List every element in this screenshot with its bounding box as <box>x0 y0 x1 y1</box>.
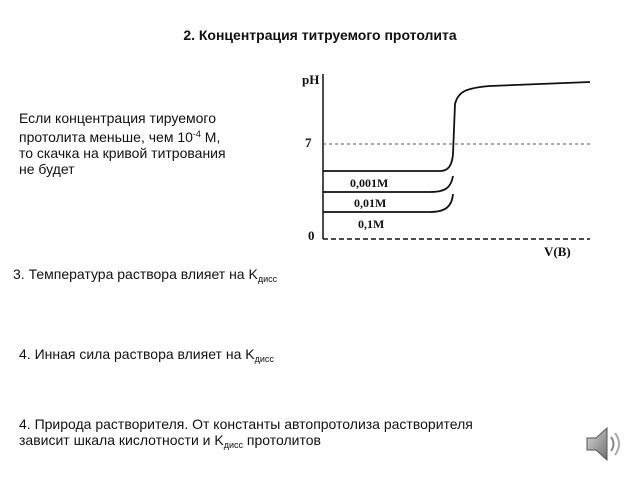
solvent-line-2 <box>19 432 579 453</box>
y-axis-label: pH <box>302 72 320 87</box>
curve-label-0-01M: 0,01M <box>354 196 387 210</box>
note-line-2-unit: М, <box>200 129 221 145</box>
concentration-note <box>19 110 269 177</box>
y-tick-0: 0 <box>308 228 315 243</box>
note-line-3: то скачка на кривой титрования <box>19 145 226 161</box>
note-line-1: Если концентрация тируемого <box>19 110 217 126</box>
y-tick-7: 7 <box>305 135 312 150</box>
temperature-text: 3. Температура раствора влияет на K <box>13 266 258 282</box>
solvent-subscript: дисс <box>223 440 244 450</box>
x-axis-label: V(B) <box>544 244 571 259</box>
ionic-strength-item <box>19 346 274 367</box>
temperature-subscript: дисс <box>257 274 278 284</box>
page-title: 2. Концентрация титруемого протолита <box>183 27 457 43</box>
titration-curve-diagram <box>290 64 600 264</box>
curve-0-001M <box>323 82 590 171</box>
note-exponent: -4 <box>192 129 201 139</box>
curve-0-1M <box>323 194 453 212</box>
temperature-item <box>13 266 277 287</box>
note-line-4: не будет <box>19 161 75 177</box>
solvent-line-2-end: протолитов <box>243 432 321 448</box>
solvent-line-2-text: зависит шкала кислотности и K <box>19 432 224 448</box>
solvent-item <box>19 416 579 453</box>
speaker-icon[interactable] <box>583 421 629 467</box>
ionic-strength-subscript: дисс <box>254 354 274 364</box>
curve-label-0-1M: 0,1M <box>358 217 385 231</box>
ionic-strength-text: 4. Инная сила раствора влияет на K <box>19 346 255 362</box>
note-line-2-text: протолита меньше, чем 10 <box>19 129 193 145</box>
curve-label-0-001M: 0,001M <box>350 176 389 190</box>
solvent-line-1: 4. Природа растворителя. От константы автопротолиза растворителя <box>19 416 473 432</box>
note-line-2 <box>19 126 269 145</box>
